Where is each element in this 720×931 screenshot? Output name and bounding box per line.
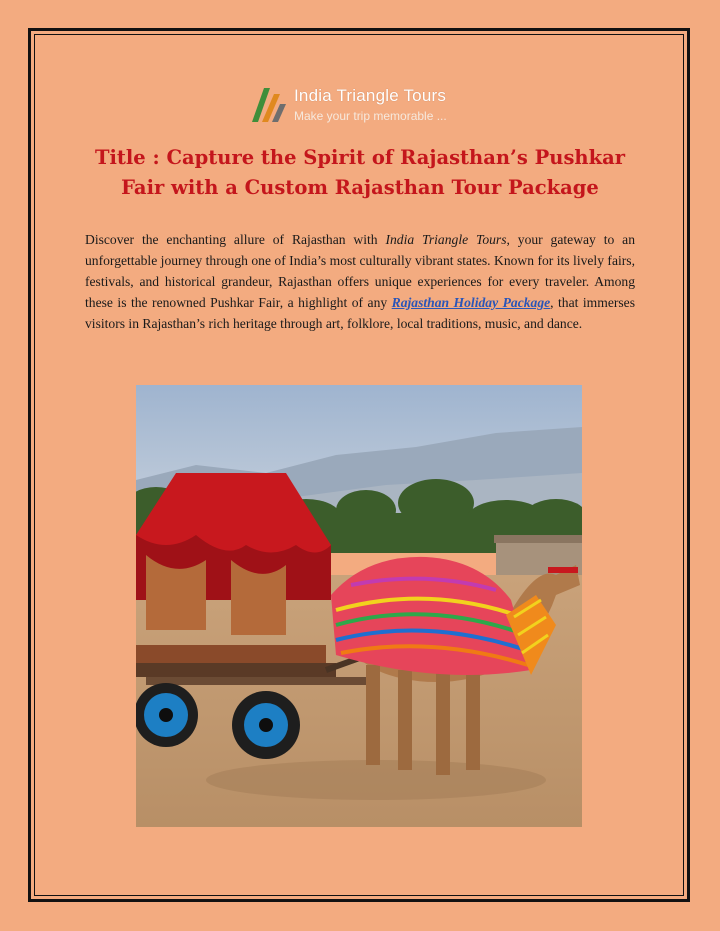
- camel-cart-illustration: [136, 385, 582, 827]
- paragraph-text-2: , your gateway to an unforgettable journey through one of India’s most culturally vibrant states. Known for its lively fairs, festivals, and historical grandeur, Rajasthan offers unique experiences for every traveler. Among these is the renowned Pushkar Fair, a highlight of any: [85, 232, 636, 310]
- document-title: Title : Capture the Spirit of Rajasthan’s Pushkar Fair with a Custom Rajasthan Tour Package: [94, 146, 626, 199]
- rajasthan-holiday-package-link[interactable]: Rajasthan Holiday Package: [391, 294, 551, 310]
- brand-name-italic: India Triangle Tours: [385, 232, 507, 247]
- logo-tagline: Make your trip memorable ...: [294, 109, 447, 123]
- paragraph-text-3: , that immerses visitors in Rajasthan’s rich heritage through art, folklore, local traditions, music, and dance.: [85, 294, 635, 331]
- paragraph-text-1: Discover the enchanting allure of Rajasthan with: [85, 232, 386, 247]
- camel-cart-photo: [136, 385, 582, 827]
- logo-name: India Triangle Tours: [294, 86, 447, 105]
- mountain-logo-icon: [250, 84, 290, 124]
- brand-logo: [250, 84, 480, 128]
- intro-paragraph: [85, 230, 635, 335]
